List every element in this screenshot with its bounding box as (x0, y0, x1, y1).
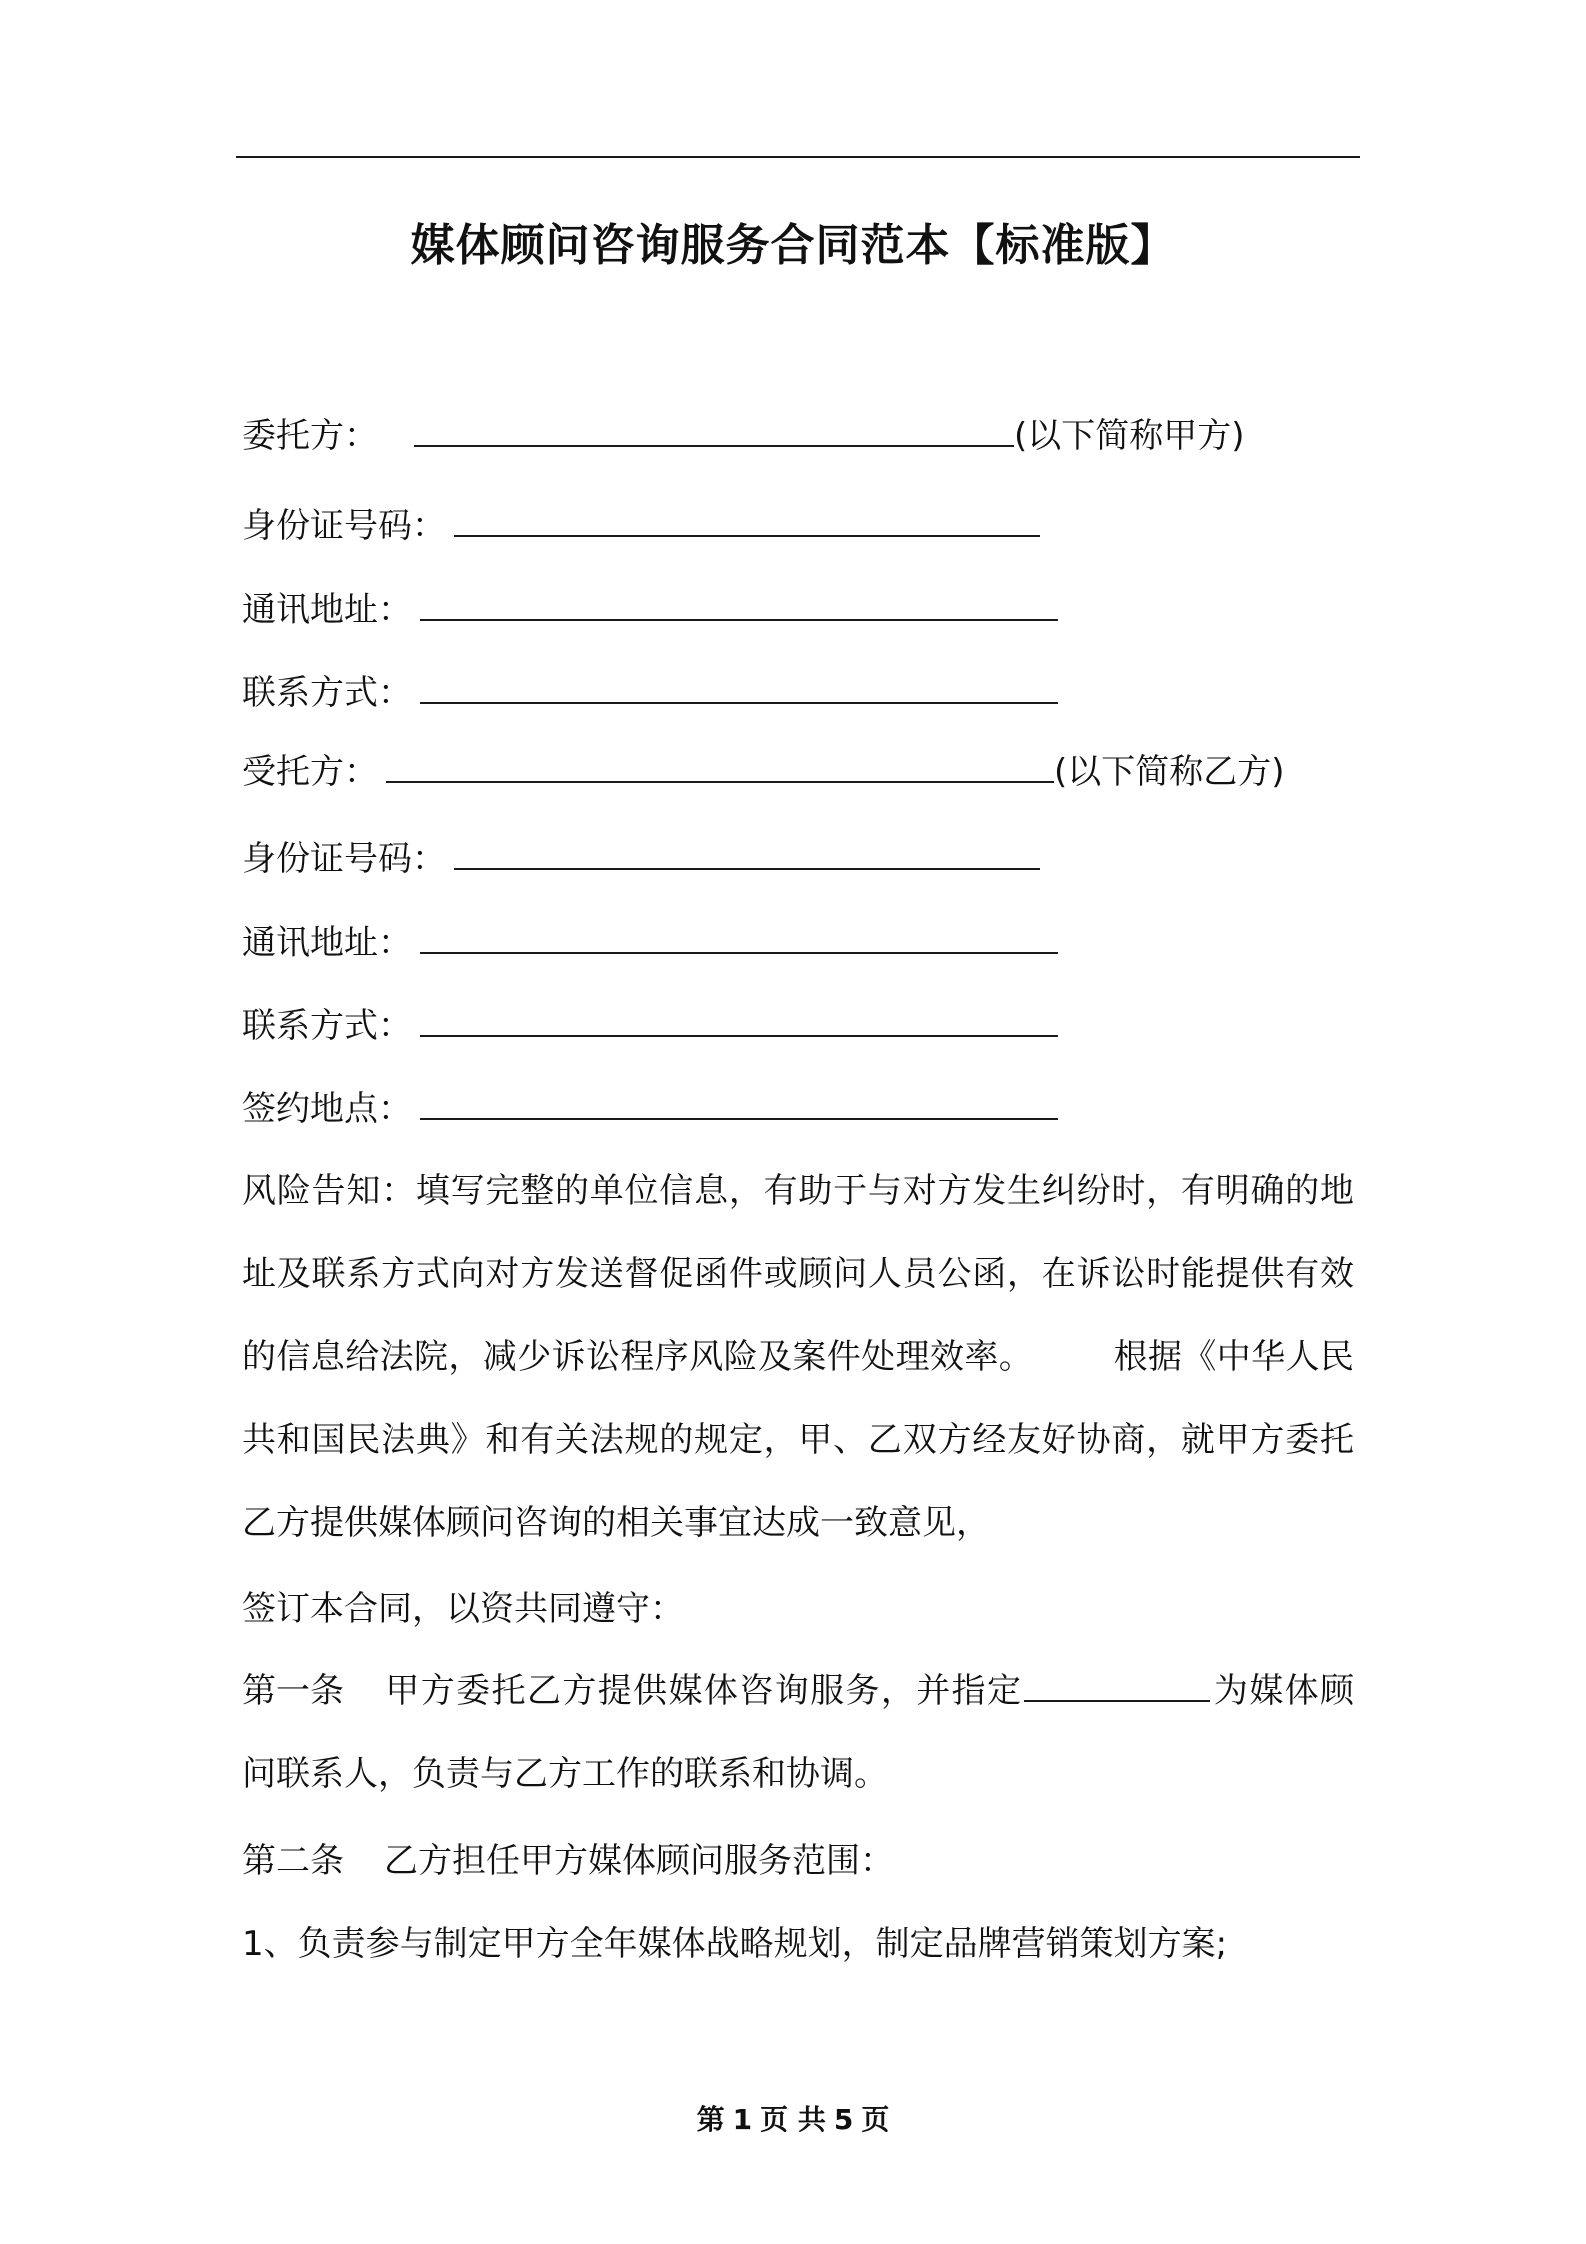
document-title: 媒体顾问咨询服务合同范本【标准版】 (410, 220, 1176, 271)
party-b-id-blank (454, 838, 1040, 870)
item-1 (242, 1920, 1227, 1968)
signing-place-label: 签约地点： (242, 1089, 412, 1129)
preamble-end-text: 签订本合同，以资共同遵守： (242, 1589, 684, 1629)
party-b-contact-line (242, 1002, 1058, 1050)
article-1 (242, 1650, 1354, 1816)
footer-current-page: 1 (732, 2103, 753, 2136)
header-rule (236, 156, 1360, 158)
footer-suffix: 页 (861, 2103, 890, 2136)
party-b-address-line (242, 919, 1058, 967)
party-a-blank (414, 415, 1014, 447)
signing-place-blank (420, 1088, 1058, 1120)
footer-middle: 页 共 (760, 2103, 826, 2136)
party-a-contact-line (242, 669, 1058, 717)
party-a-label: 委托方： (242, 416, 378, 456)
party-a-id-line (242, 502, 1040, 550)
article-2-label: 第二条 (242, 1841, 344, 1881)
party-b-label: 受托方： (242, 752, 378, 792)
preamble-text: 根据《中华人民共和国民法典》和有关法规的规定，甲、乙双方经友好协商，就甲方委托乙方提供媒体顾问咨询的相关事宜达成一致意见， (242, 1337, 1355, 1543)
article-1-text-after: 为媒体顾问联系人，负责与乙方工作的联系和协调。 (242, 1671, 1355, 1794)
party-a-contact-blank (420, 672, 1058, 704)
article-1-text-before: 甲方委托乙方提供媒体咨询服务，并指定 (384, 1671, 1023, 1711)
article-2 (242, 1837, 894, 1885)
footer-prefix: 第 (696, 2103, 725, 2136)
party-b-id-label: 身份证号码： (242, 839, 446, 879)
party-b-address-label: 通讯地址： (242, 923, 412, 963)
signing-place-line (242, 1085, 1058, 1133)
preamble-end-line (242, 1585, 684, 1633)
party-b-address-blank (420, 922, 1058, 954)
party-a-line (242, 412, 1245, 460)
article-2-text: 乙方担任甲方媒体顾问服务范围： (384, 1841, 894, 1881)
footer-total-pages: 5 (833, 2103, 854, 2136)
party-a-address-blank (420, 589, 1058, 621)
party-a-address-label: 通讯地址： (242, 590, 412, 630)
item-1-text: 1、负责参与制定甲方全年媒体战略规划，制定品牌营销策划方案; (242, 1924, 1228, 1964)
party-b-contact-label: 联系方式： (242, 1006, 412, 1046)
page-footer (0, 2100, 1586, 2140)
party-b-blank (386, 751, 1054, 783)
party-b-suffix: (以下简称乙方) (1054, 752, 1285, 792)
party-a-address-line (242, 586, 1058, 634)
party-a-suffix: (以下简称甲方) (1014, 416, 1245, 456)
article-1-contact-blank (1024, 1670, 1210, 1702)
party-b-line (242, 748, 1285, 796)
risk-notice-paragraph (242, 1150, 1354, 1565)
party-a-contact-label: 联系方式： (242, 673, 412, 713)
party-a-id-label: 身份证号码： (242, 506, 446, 546)
risk-notice-text: 风险告知：填写完整的单位信息，有助于与对方发生纠纷时，有明确的地址及联系方式向对方发送督促函件或顾问人员公函，在诉讼时能提供有效的信息给法院，减少诉讼程序风险及案件处理效率。 (242, 1171, 1354, 1377)
article-1-label: 第一条 (242, 1671, 344, 1711)
party-b-contact-blank (420, 1005, 1058, 1037)
party-b-id-line (242, 835, 1040, 883)
party-a-id-blank (454, 505, 1040, 537)
